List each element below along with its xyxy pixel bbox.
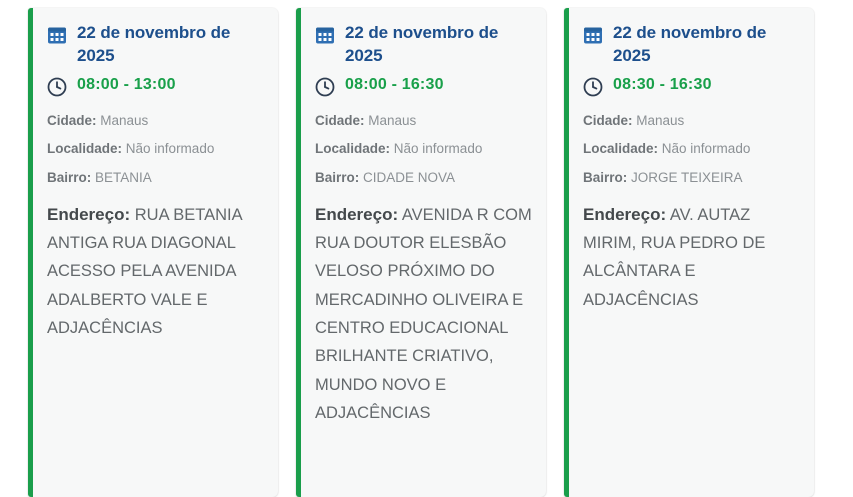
address-label: Endereço: xyxy=(583,204,667,224)
locality-label: Localidade: xyxy=(315,141,391,157)
locality-value: Não informado xyxy=(661,141,751,157)
locality-field xyxy=(315,139,534,159)
card-header xyxy=(47,22,266,68)
address-label: Endereço: xyxy=(47,204,131,224)
outage-card xyxy=(296,8,546,497)
clock-icon xyxy=(47,77,67,97)
card-header xyxy=(583,22,802,68)
city-value: Manaus xyxy=(636,112,685,128)
address-value: AVENIDA R COM RUA DOUTOR ELESBÃO VELOSO PRÓXIMO DO MERCADINHO OLIVEIRA E CENTRO EDUCACIONAL BRILHANTE CRIATIVO, MUNDO NOVO E ADJACÊNCIAS xyxy=(315,205,532,423)
city-value: Manaus xyxy=(100,112,149,128)
outage-time: 08:00 - 16:30 xyxy=(345,76,444,94)
address-field xyxy=(583,200,802,315)
time-row xyxy=(315,74,534,97)
calendar-icon xyxy=(315,25,335,45)
card-header xyxy=(315,22,534,68)
calendar-icon xyxy=(583,25,603,45)
calendar-icon xyxy=(47,25,67,45)
city-value: Manaus xyxy=(368,112,417,128)
address-value: RUA BETANIA ANTIGA RUA DIAGONAL ACESSO PELA AVENIDA ADALBERTO VALE E ADJACÊNCIAS xyxy=(47,205,242,338)
time-row xyxy=(583,74,802,97)
address-label: Endereço: xyxy=(315,204,399,224)
locality-field xyxy=(583,139,802,159)
time-row xyxy=(47,74,266,97)
outage-card xyxy=(564,8,814,497)
city-label: Cidade: xyxy=(583,112,633,128)
city-field xyxy=(315,111,534,131)
outage-date: 22 de novembro de 2025 xyxy=(613,23,767,65)
address-field xyxy=(315,200,534,428)
neighborhood-value: BETANIA xyxy=(95,170,152,185)
locality-value: Não informado xyxy=(125,141,215,157)
neighborhood-field xyxy=(583,168,802,188)
neighborhood-label: Bairro: xyxy=(315,170,360,185)
city-label: Cidade: xyxy=(47,112,97,128)
city-label: Cidade: xyxy=(315,112,365,128)
locality-field xyxy=(47,139,266,159)
address-value: AV. AUTAZ MIRIM, RUA PEDRO DE ALCÂNTARA E ADJACÊNCIAS xyxy=(583,205,766,309)
outage-card xyxy=(28,8,278,497)
outage-date: 22 de novembro de 2025 xyxy=(345,23,499,65)
locality-value: Não informado xyxy=(393,141,483,157)
city-field xyxy=(583,111,802,131)
outage-time: 08:00 - 13:00 xyxy=(77,76,176,94)
neighborhood-label: Bairro: xyxy=(47,170,92,185)
locality-label: Localidade: xyxy=(47,141,123,157)
clock-icon xyxy=(315,77,335,97)
neighborhood-value: CIDADE NOVA xyxy=(363,170,456,185)
neighborhood-label: Bairro: xyxy=(583,170,628,185)
neighborhood-value: JORGE TEIXEIRA xyxy=(631,170,743,185)
outage-time: 08:30 - 16:30 xyxy=(613,76,712,94)
clock-icon xyxy=(583,77,603,97)
outage-date: 22 de novembro de 2025 xyxy=(77,23,231,65)
city-field xyxy=(47,111,266,131)
neighborhood-field xyxy=(315,168,534,188)
locality-label: Localidade: xyxy=(583,141,659,157)
address-field xyxy=(47,200,266,343)
neighborhood-field xyxy=(47,168,266,188)
